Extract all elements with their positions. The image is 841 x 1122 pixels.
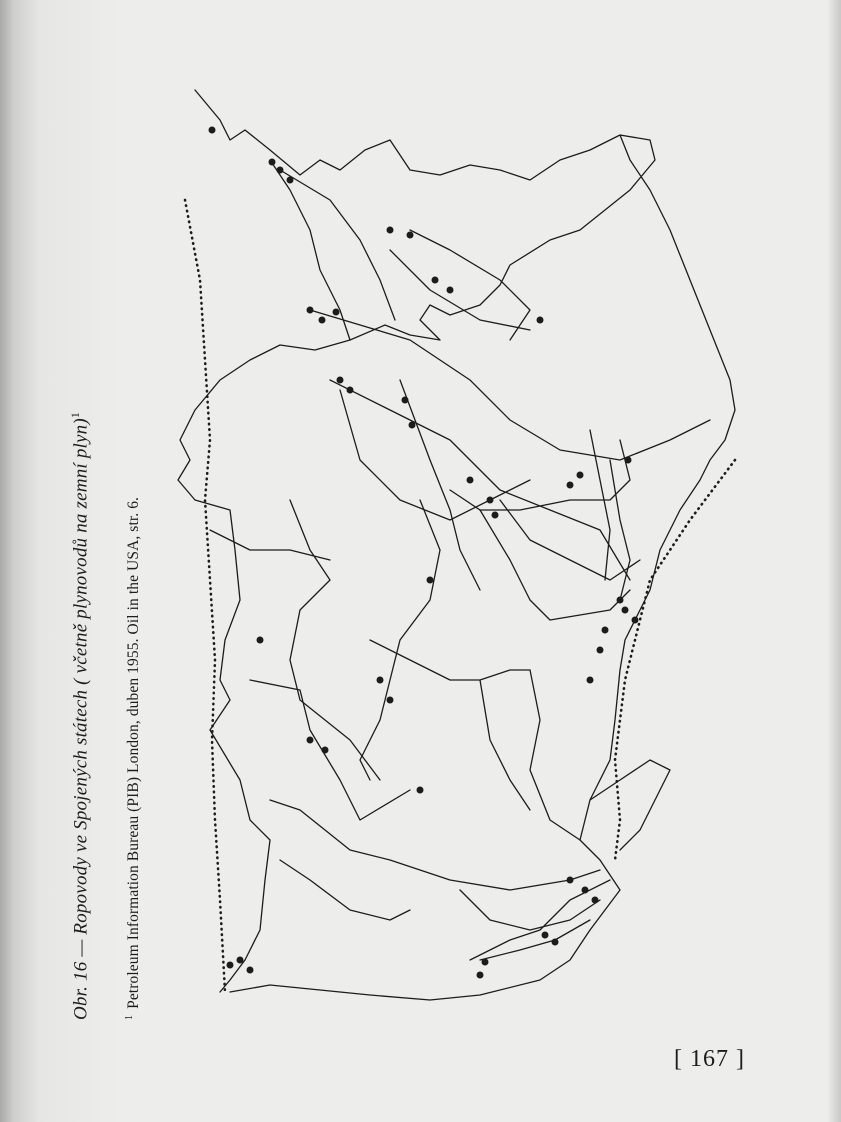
- pipeline: [250, 680, 410, 820]
- caption-dash: —: [70, 934, 92, 962]
- pipeline-map-svg: [150, 80, 750, 1010]
- footnote-mark: 1: [124, 1014, 135, 1020]
- peninsula: [590, 760, 670, 850]
- pipeline: [290, 500, 380, 780]
- footnote: [124, 497, 143, 1020]
- caption-footnote-mark: 1: [68, 411, 82, 419]
- pipeline: [360, 500, 440, 780]
- pipeline: [340, 390, 530, 520]
- pipeline: [530, 670, 580, 840]
- pipeline: [480, 680, 530, 810]
- pipeline: [270, 800, 600, 890]
- pipeline: [280, 170, 395, 320]
- terminal-dots: [209, 127, 639, 979]
- coastline-outline: [178, 90, 735, 1000]
- border-dotted-north: [185, 200, 225, 992]
- pipeline: [370, 640, 530, 680]
- pipeline: [450, 440, 630, 510]
- caption-text: Ropovody ve Spojených státech ( včetně plynovodů na zemní plyn): [70, 418, 92, 935]
- pipeline: [210, 530, 330, 560]
- pipeline-map: [150, 80, 750, 1010]
- pipeline: [390, 250, 530, 330]
- figure-label: Obr. 16: [70, 961, 92, 1020]
- page-number: [ 167 ]: [674, 1046, 745, 1072]
- figure-caption: [68, 412, 92, 1020]
- pipeline: [480, 510, 630, 620]
- pipeline: [610, 460, 630, 600]
- footnote-text: Petroleum Information Bureau (PIB) London, duben 1955. Oil in the USA, str. 6.: [125, 496, 143, 1009]
- pipeline: [410, 230, 530, 340]
- pipeline: [400, 380, 480, 590]
- pipeline: [280, 860, 410, 920]
- pipeline: [310, 310, 710, 460]
- pipeline: [590, 430, 610, 580]
- page-edge: [827, 0, 841, 1122]
- pipeline: [330, 380, 630, 580]
